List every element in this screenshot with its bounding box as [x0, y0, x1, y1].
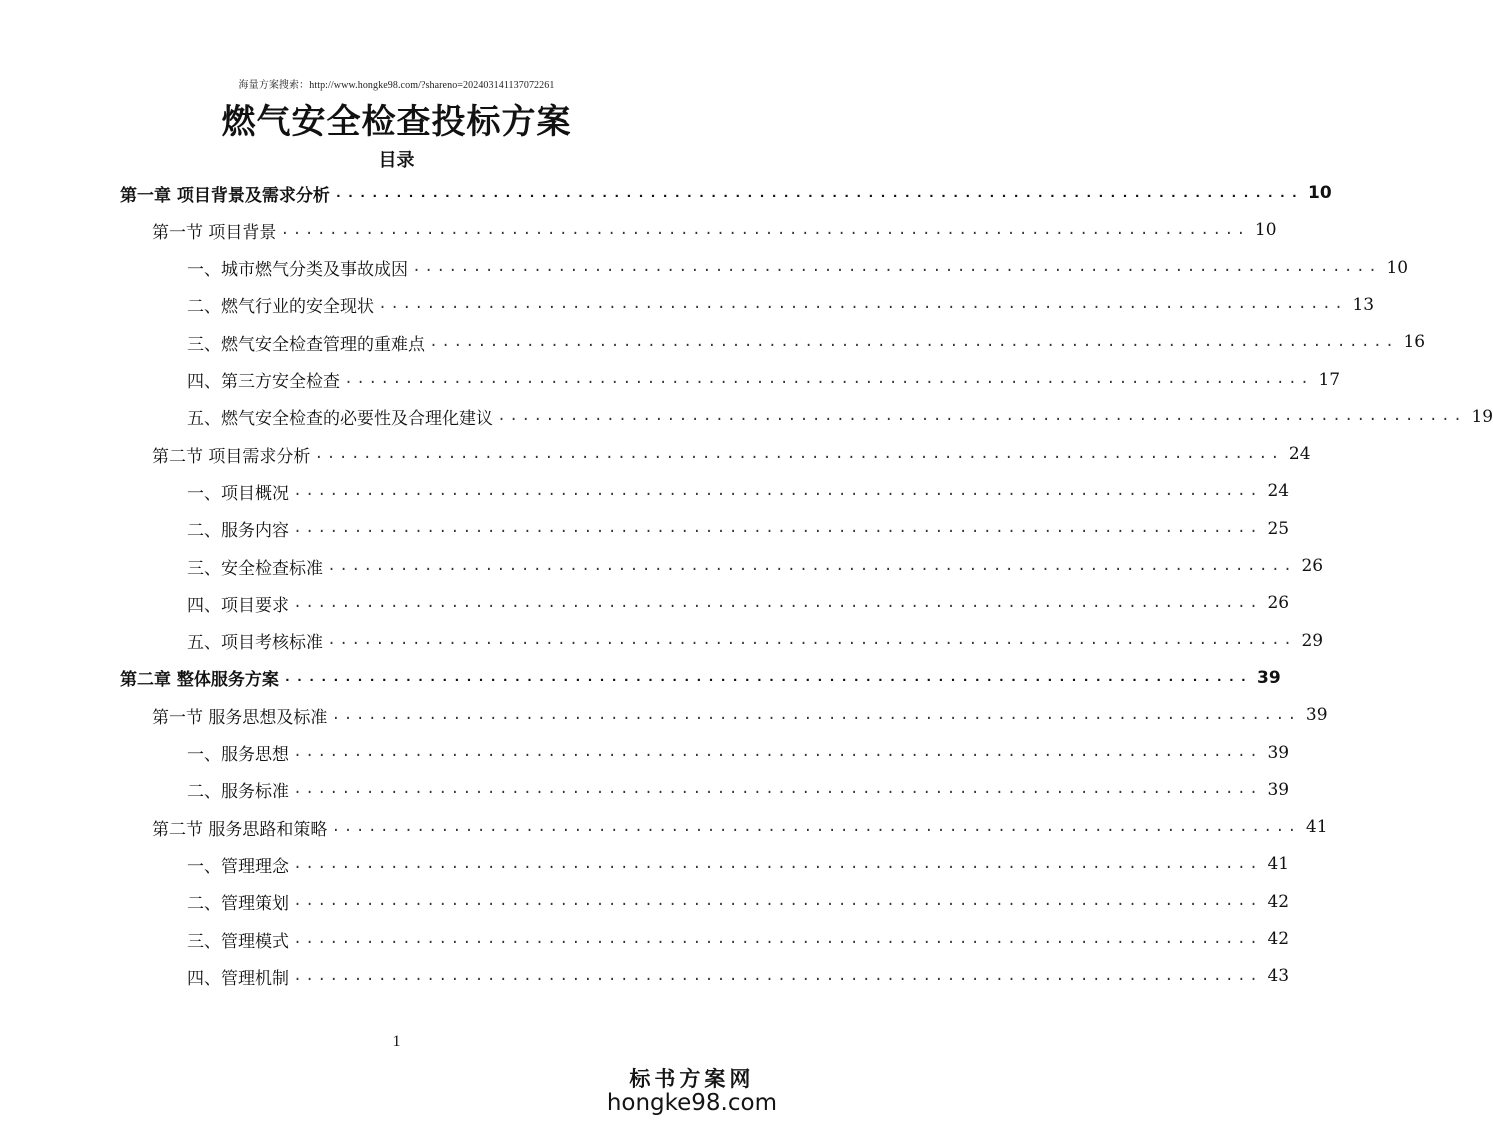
toc-entry-item[interactable]	[187, 362, 1341, 398]
toc-entry-item[interactable]	[187, 511, 1290, 547]
toc-entry-label: 二、服务标准	[187, 782, 289, 803]
toc-entry-label: 第一节 项目背景	[152, 222, 277, 243]
toc-entry-page: 25	[1267, 518, 1290, 539]
toc-leader-dots: ................................................................................	[333, 184, 1303, 202]
toc-entry-label: 三、燃气安全检查管理的重难点	[187, 334, 425, 355]
toc-leader-dots: ................................................................................	[293, 781, 1262, 799]
toc-entry-chapter[interactable]	[120, 175, 1332, 211]
toc-entry-label: 五、燃气安全检查的必要性及合理化建议	[187, 409, 493, 430]
toc-leader-dots: ................................................................................	[331, 818, 1300, 836]
toc-leader-dots: ................................................................................	[293, 893, 1262, 911]
toc-entry-label: 第一节 服务思想及标准	[152, 707, 328, 728]
toc-leader-dots: ................................................................................	[293, 967, 1262, 985]
toc-leader-dots: ................................................................................	[293, 855, 1262, 873]
toc-entry-item[interactable]	[187, 473, 1290, 509]
toc-entry-chapter[interactable]	[120, 660, 1281, 696]
toc-leader-dots: ................................................................................	[327, 632, 1296, 650]
document-title: 燃气安全检查投标方案	[221, 102, 572, 142]
toc-entry-page: 13	[1352, 294, 1375, 315]
toc-entry-label: 第二章 整体服务方案	[120, 670, 279, 691]
toc-leader-dots: ................................................................................	[331, 706, 1300, 724]
toc-entry-page: 39	[1257, 667, 1281, 688]
toc-leader-dots: ................................................................................	[293, 744, 1262, 761]
toc-entry-label: 三、管理模式	[187, 931, 289, 952]
toc-entry-section[interactable]	[152, 212, 1277, 248]
toc-entry-section[interactable]	[152, 697, 1328, 733]
toc-entry-item[interactable]	[187, 585, 1290, 621]
toc-entry-label: 一、城市燃气分类及事故成因	[187, 260, 408, 281]
toc-leader-dots: ................................................................................	[344, 371, 1313, 388]
toc-entry-label: 第二节 服务思路和策略	[152, 819, 328, 840]
toc-entry-item[interactable]	[187, 735, 1290, 771]
toc-entry-page: 41	[1305, 817, 1328, 838]
toc-entry-item[interactable]	[187, 324, 1426, 360]
toc-entry-page: 39	[1305, 705, 1328, 726]
toc-entry-item[interactable]	[187, 921, 1290, 957]
toc-leader-dots: ................................................................................	[378, 296, 1347, 314]
toc-entry-page: 29	[1301, 630, 1324, 651]
toc-leader-dots: ................................................................................	[412, 259, 1381, 277]
toc-entry-item[interactable]	[187, 287, 1375, 323]
toc-entry-label: 三、安全检查标准	[187, 558, 323, 579]
toc-leader-dots: ................................................................................	[314, 445, 1283, 463]
watermark-cn-text: 标书方案网	[629, 1067, 755, 1091]
toc-entry-label: 一、管理理念	[187, 856, 289, 877]
toc-entry-page: 16	[1403, 332, 1426, 353]
toc-entry-label: 五、项目考核标准	[187, 633, 323, 654]
toc-entry-item[interactable]	[187, 884, 1290, 920]
toc-entry-label: 第一章 项目背景及需求分析	[120, 185, 330, 206]
toc-entry-label: 一、项目概况	[187, 483, 289, 504]
toc-entry-label: 二、服务内容	[187, 521, 289, 542]
toc-entry-page: 42	[1267, 891, 1290, 912]
toc-entry-item[interactable]	[187, 772, 1290, 808]
toc-entry-section[interactable]	[152, 436, 1311, 472]
toc-leader-dots: ................................................................................	[497, 408, 1466, 426]
toc-leader-dots: ................................................................................	[293, 482, 1262, 500]
toc-entry-label: 一、服务思想	[187, 745, 289, 765]
toc-entry-item[interactable]	[187, 846, 1290, 882]
watermark-logo	[607, 1063, 777, 1116]
toc-entry-label: 第二节 项目需求分析	[152, 446, 311, 467]
toc-entry-page: 39	[1267, 742, 1290, 763]
toc-leader-dots: ................................................................................	[282, 669, 1252, 687]
toc-entry-page: 24	[1288, 444, 1311, 465]
toc-entry-page: 26	[1301, 556, 1324, 576]
toc-leader-dots: ................................................................................	[429, 333, 1398, 351]
page-number: 1	[392, 1033, 401, 1050]
toc-entry-page: 41	[1267, 854, 1290, 875]
toc-heading: 目录	[378, 150, 415, 171]
toc-entry-label: 四、管理机制	[187, 968, 289, 989]
toc-entry-page: 10	[1308, 183, 1332, 203]
toc-entry-section[interactable]	[152, 809, 1328, 845]
toc-leader-dots: ................................................................................	[327, 557, 1296, 575]
toc-entry-page: 42	[1267, 929, 1290, 949]
toc-entry-page: 17	[1318, 369, 1341, 390]
toc-entry-page: 43	[1267, 966, 1290, 987]
search-link-line[interactable]: 海量方案搜索：http://www.hongke98.com/?shareno=202403141137072261	[238, 80, 555, 91]
toc-entry-item[interactable]	[187, 623, 1324, 659]
toc-entry-page: 10	[1254, 220, 1277, 241]
toc-entry-page: 39	[1267, 779, 1290, 800]
watermark-en-text: hongke98.com	[606, 1090, 777, 1116]
toc-entry-page: 19	[1471, 406, 1493, 427]
toc-entry-page: 26	[1267, 593, 1290, 614]
toc-entry-page: 10	[1386, 257, 1409, 278]
toc-entry-label: 二、燃气行业的安全现状	[187, 297, 374, 318]
toc-entry-item[interactable]	[187, 399, 1493, 435]
toc-leader-dots: ................................................................................	[293, 520, 1262, 538]
toc-leader-dots: ................................................................................	[293, 594, 1262, 612]
toc-entry-item[interactable]	[187, 958, 1290, 994]
toc-leader-dots: ................................................................................	[293, 930, 1262, 948]
toc-entry-label: 二、管理策划	[187, 894, 289, 915]
toc-entry-item[interactable]	[187, 548, 1324, 584]
toc-entry-label: 四、项目要求	[187, 595, 289, 616]
toc-entry-page: 24	[1267, 481, 1290, 502]
toc-entry-label: 四、第三方安全检查	[187, 372, 340, 392]
toc-leader-dots: ................................................................................	[280, 221, 1249, 239]
toc-entry-item[interactable]	[187, 250, 1409, 286]
